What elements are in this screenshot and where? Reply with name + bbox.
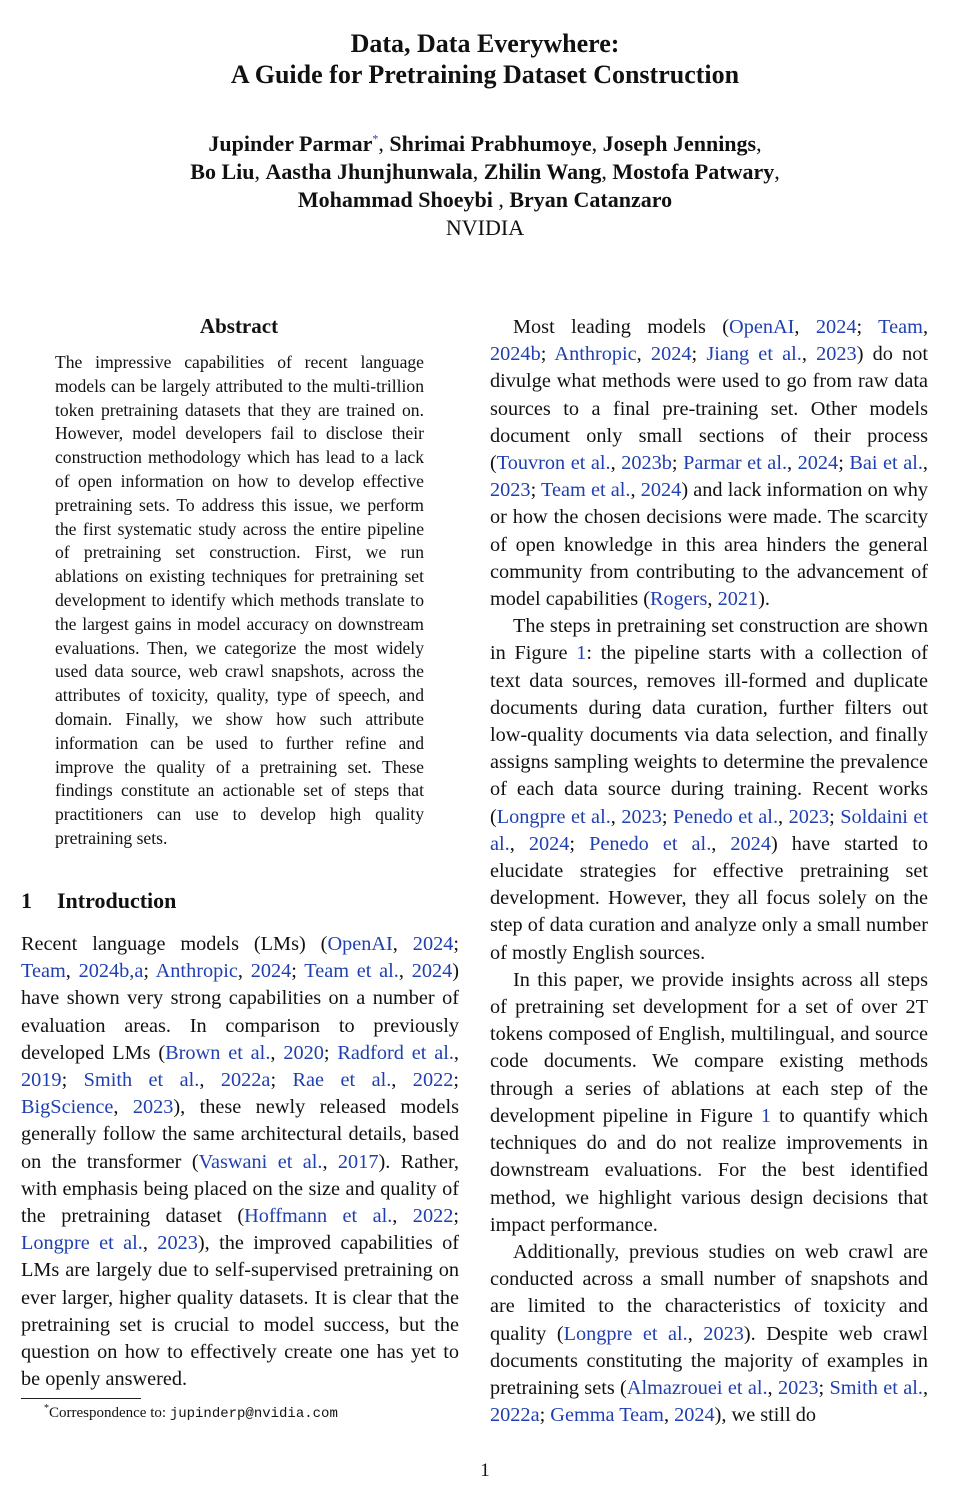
body-paragraph: In this paper, we provide insights across all steps of pretraining set development for a set of over 2T tokens composed of English, multilingual, and source code documents. We compare existing methods through a series of ablations at each step of the development pipeline in Figure 1 to quantify which techniques do and do not realize improvements in downstream evaluations. For the best identified method, we highlight various design decisions that impact performance. (490, 968, 929, 1236)
citation-link[interactable]: 2022a (490, 1404, 540, 1427)
citation-link[interactable]: 2023 (703, 1322, 744, 1345)
citation-link[interactable]: 2023 (621, 805, 662, 828)
citation-link[interactable]: Jiang et al. (706, 343, 802, 366)
citation-link[interactable]: Rogers (649, 588, 708, 611)
body-paragraph: The steps in pretraining set construction are shown in Figure 1: the pipeline starts with a collection of text data sources, removes ill-formed and duplicate documents during data curation, further filters out low-quality documents via data selection, and finally assigns sampling weights to determine the prevalence of each data source during training. Recent works (Longpre et al., 2023; Penedo et al., 2023; Soldaini et al., 2024; Penedo et al., 2024) have started to elucidate strategies for effective pretraining set development. However, they all focus solely on the step of data curation and analyze only a small number of mostly English sources. (490, 615, 929, 964)
footnote-rule (21, 1398, 141, 1399)
citation-link[interactable]: 2023b (621, 452, 672, 475)
citation-link[interactable]: Radford et al. (337, 1041, 454, 1064)
citation-link[interactable]: Hoffmann et al. (244, 1205, 393, 1228)
section-number: 1 (21, 888, 32, 913)
author: Bo Liu (190, 159, 255, 184)
citation-link[interactable]: Team et al. (304, 960, 399, 983)
citation-link[interactable]: 2020 (283, 1041, 324, 1064)
title-line-2: A Guide for Pretraining Dataset Construction (230, 60, 740, 89)
citation-link[interactable]: Team et al. (541, 479, 631, 502)
citation-link[interactable]: Smith et al. (83, 1069, 200, 1092)
author: Jupinder Parmar (208, 131, 373, 156)
citation-link[interactable]: Rae et al. (292, 1069, 392, 1092)
intro-paragraph: Recent language models (LMs) (OpenAI, 2024; Team, 2024b,a; Anthropic, 2024; Team et al., 2024) have shown very strong capabilities on a number of evaluation areas. In comparison to previously developed LMs (Brown et al., 2020; Radford et al., 2019; Smith et al., 2022a; Rae et al., 2022; BigScience, 2023), these newly released models generally follow the same architectural details, based on the transformer (Vaswani et al., 2017). Rather, with emphasis being placed on the size and quality of the pretraining dataset (Hoffmann et al., 2022; Longpre et al., 2023), the improved capabilities of LMs are largely due to self-supervised pretraining on ever larger, higher quality datasets. It is clear that the pretraining set is crucial to model success, but the question on how to effectively create one has yet to be openly answered. (21, 933, 460, 1391)
citation-link[interactable]: 2019 (21, 1069, 62, 1092)
citation-link[interactable]: BigScience (21, 1096, 114, 1119)
footnote (44, 1403, 338, 1422)
citation-link[interactable]: Touvron et al. (496, 452, 611, 475)
citation-link[interactable]: 2024 (674, 1404, 715, 1427)
body-paragraph: Additionally, previous studies on web crawl are conducted across a small number of snapshots and are limited to the characteristics of toxicity and quality (Longpre et al., 2023). Despite web crawl documents constituting the majority of examples in pretraining sets (Almazrouei et al., 2023; Smith et al., 2022a; Gemma Team, 2024), we still do (490, 1240, 929, 1427)
correspondence-mark[interactable]: * (372, 131, 379, 146)
citation-link[interactable]: 2024 (640, 479, 682, 502)
citation-link[interactable]: Penedo et al. (589, 832, 712, 855)
citation-link[interactable]: 2024 (650, 343, 692, 366)
citation-link[interactable]: Vaswani et al. (198, 1150, 323, 1173)
abstract-text: The impressive capabilities of recent language models can be largely attributed to the multi-trillion token pretraining datasets that they are trained on. However, model developers fail to disclose their construction methodology which has lead to a lack of open information on how to develop effective pretraining sets. To address this issue, we perform the first systematic study across the entire pipeline of pretraining set construction. First, we run ablations on existing techniques for pretraining set development to identify which methods translate to the largest gains in model accuracy on downstream evaluations. Then, we categorize the most widely used data source, web crawl snapshots, across the attributes of toxicity, quality, type of speech, and domain. Finally, we show how such attribute information can be used to further refine and improve the quality of a pretraining set. These findings constitute an actionable set of steps that practitioners can use to develop high quality pretraining sets. (55, 352, 424, 848)
citation-link[interactable]: Soldaini et al. (490, 805, 928, 855)
citation-link[interactable]: 2023 (490, 479, 531, 502)
citation-link[interactable]: 2023 (777, 1376, 819, 1399)
body-paragraph: Most leading models (OpenAI, 2024; Team, 2024b; Anthropic, 2024; Jiang et al., 2023) do not divulge what methods were used to go from raw data sources to a final pre-training set. Other models document only small sections of their process (Touvron et al., 2023b; Parmar et al., 2024; Bai et al., 2023; Team et al., 2024) and lack information on why or how the chosen decisions were made. The scarcity of open knowledge in this area hinders the general community from contributing to the advancement of model capabilities (Rogers, 2021). (490, 316, 929, 611)
citation-link[interactable]: Team (21, 960, 66, 983)
citation-link[interactable]: Penedo et al. (673, 805, 779, 828)
citation-link[interactable]: Gemma Team (550, 1404, 664, 1427)
citation-link[interactable]: 2024 (730, 832, 771, 855)
citation-link[interactable]: 2024b (490, 343, 541, 366)
citation-link[interactable]: Anthropic (554, 343, 637, 366)
author-block: Jupinder Parmar*, Shrimai Prabhumoye, Joseph Jennings, Bo Liu, Aastha Jhunjhunwala, Zhilin Wang, Mostofa Patwary, Mohammad Shoeybi , Bryan Catanzaro NVIDIA (0, 130, 970, 242)
title-line-1: Data, Data Everywhere: (350, 29, 620, 58)
citation-link[interactable]: 2024b,a (78, 960, 144, 983)
citation-link[interactable]: 2024 (815, 316, 857, 338)
citation-link[interactable]: 2023 (132, 1096, 174, 1119)
citation-link[interactable]: Almazrouei et al. (626, 1376, 768, 1399)
section-heading (21, 888, 176, 914)
figure-link[interactable]: 1 (760, 1104, 772, 1127)
author: Zhilin Wang (483, 159, 602, 184)
abstract-heading: Abstract (199, 314, 279, 338)
citation-link[interactable]: 2022 (412, 1205, 454, 1228)
author: Aastha Jhunjhunwala (265, 159, 473, 184)
page-number: 1 (480, 1460, 490, 1481)
citation-link[interactable]: 2021 (717, 588, 759, 611)
citation-link[interactable]: Brown et al. (165, 1041, 271, 1064)
citation-link[interactable]: 2024 (412, 933, 454, 955)
affiliation: NVIDIA (445, 215, 525, 240)
citation-link[interactable]: Smith et al. (829, 1376, 923, 1399)
citation-link[interactable]: Bai et al. (849, 452, 923, 475)
author: Joseph Jennings (602, 131, 757, 156)
citation-link[interactable]: OpenAI (327, 933, 393, 955)
section-title: Introduction (57, 888, 177, 913)
citation-link[interactable]: 2022 (412, 1069, 454, 1092)
citation-link[interactable]: 2023 (788, 805, 830, 828)
citation-link[interactable]: Longpre et al. (21, 1232, 143, 1255)
paper-title (0, 28, 970, 90)
citation-link[interactable]: Team (878, 316, 923, 338)
footnote-mark: * (44, 1403, 49, 1414)
right-column (490, 314, 928, 1429)
citation-link[interactable]: 2024 (797, 452, 839, 475)
author: Shrimai Prabhumoye (389, 131, 592, 156)
footnote-email: jupinderp@nvidia.com (169, 1406, 338, 1422)
citation-link[interactable]: 2024 (411, 960, 453, 983)
citation-link[interactable]: Longpre et al. (563, 1322, 688, 1345)
left-column (21, 931, 459, 1393)
citation-link[interactable]: 2017 (337, 1150, 379, 1173)
citation-link[interactable]: Parmar et al. (683, 452, 788, 475)
author: Mohammad Shoeybi (297, 187, 493, 212)
citation-link[interactable]: 2023 (157, 1232, 198, 1255)
citation-link[interactable]: 2024 (528, 832, 570, 855)
citation-link[interactable]: 2023 (816, 343, 857, 366)
footnote-text: Correspondence to: (49, 1405, 170, 1421)
author: Bryan Catanzaro (509, 187, 673, 212)
citation-link[interactable]: Anthropic (155, 960, 238, 983)
citation-link[interactable]: 2022a (220, 1069, 271, 1092)
citation-link[interactable]: OpenAI (729, 316, 795, 338)
figure-link[interactable]: 1 (576, 642, 587, 665)
author: Mostofa Patwary (612, 159, 775, 184)
citation-link[interactable]: Longpre et al. (496, 805, 611, 828)
citation-link[interactable]: 2024 (250, 960, 292, 983)
